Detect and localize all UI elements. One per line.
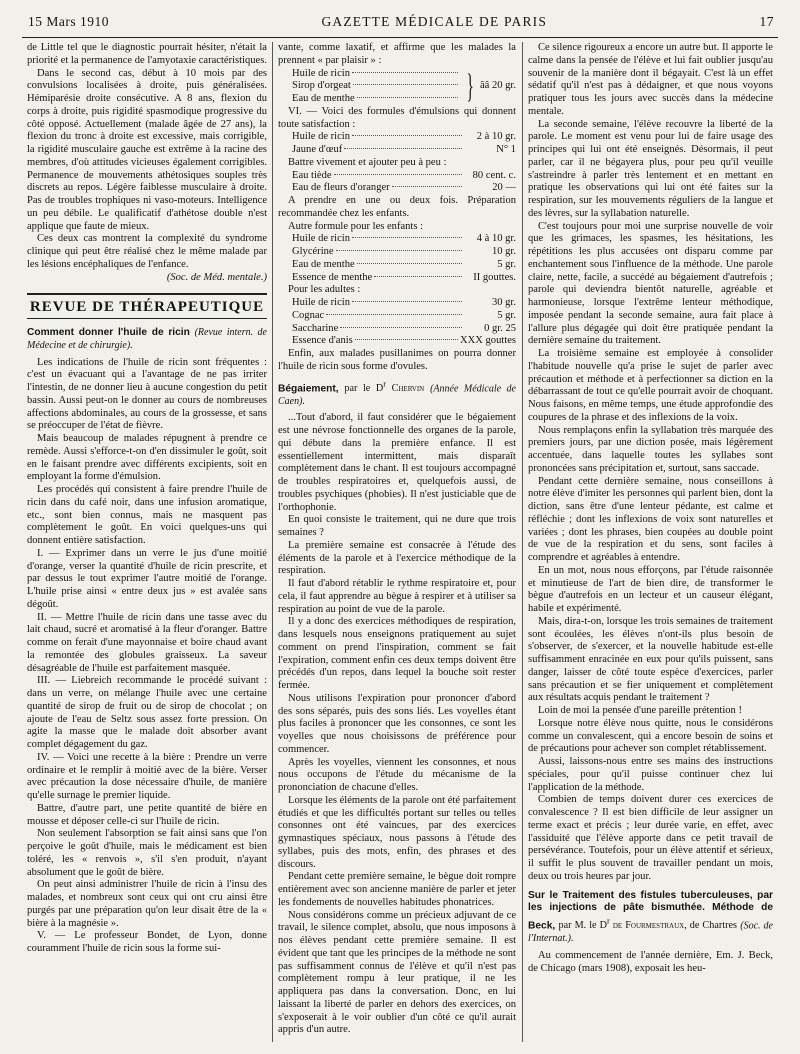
section-rule bbox=[27, 293, 267, 295]
formula-line bbox=[278, 259, 516, 272]
ingredient: Huile de ricin bbox=[292, 131, 350, 143]
citation-source: (Soc. de Méd. mentale.) bbox=[166, 271, 267, 283]
paragraph: Nous remplaçons enfin la syllabation très marquée des premiers jours, par une diction posée, mais légèrement accentuée, dans laquelle toutes les syllabes sont prononcées sans précipitation et, surtout, sans saccade. bbox=[528, 424, 773, 474]
paragraph: On peut ainsi administrer l'huile de ricin à l'insu des malades, et nombreux sont ceux qui ont cru ainsi être purgés par une préparation qu'on leur disait être de la « bière à la magnésie ». bbox=[27, 879, 267, 929]
author-name: de Fourmestraux bbox=[612, 920, 685, 932]
quantity: 5 gr. bbox=[497, 309, 516, 321]
quantity: 2 à 10 gr. bbox=[476, 131, 516, 143]
paragraph: I. — Exprimer dans un verre le jus d'une moitié d'orange, verser la quantité d'huile de ricin prescrite, et par dessus le tout exprimer l'autre moitié de l'orange. L'huile prise ainsi « entre deux jus » est avalée sans dégoût. bbox=[27, 547, 267, 610]
article-title bbox=[278, 378, 516, 409]
quantity: 30 gr. bbox=[491, 297, 516, 308]
paragraph: Non seulement l'absorption se fait ainsi sans que l'on perçoive le goût d'huile, mais le médicament est bien toléré, les « renvois », s'il s'en produit, n'ayant absolument que le goût de bière. bbox=[27, 828, 267, 878]
paragraph: V. — Le professeur Bondet, de Lyon, donne couramment l'huile de ricin sous la forme sui- bbox=[27, 930, 267, 954]
author-place: , de Chartres bbox=[684, 920, 737, 932]
formula-line bbox=[278, 335, 516, 348]
byline-prefix: par le D bbox=[344, 382, 384, 394]
column-divider bbox=[272, 42, 273, 1042]
column-divider bbox=[522, 42, 523, 1042]
paragraph: Ce silence rigoureux a encore un autre but. Il apporte le calme dans la pensée de l'élève et lui fait oublier jusqu'au souvenir de la manière dont il bégayait. C'est là un effet sédatif qu'il n'est pas à dédaigner, et que nous voyons pratiquer tous les jours avec succès dans la médecine mentale. bbox=[528, 42, 773, 117]
paragraph: Au commencement de l'année dernière, Em. J. Beck, de Chicago (mars 1908), exposait les heu- bbox=[528, 949, 773, 974]
formula-line bbox=[278, 297, 516, 310]
paragraph: vante, comme laxatif, et affirme que les malades la prennent « par plaisir » : bbox=[278, 42, 516, 66]
paragraph: A prendre en une ou deux fois. Préparation recommandée chez les enfants. bbox=[278, 195, 516, 219]
formula-line bbox=[278, 233, 516, 246]
ingredient: Sirop d'orgeat bbox=[292, 80, 351, 92]
paragraph: Ces deux cas montrent la complexité du syndrome clinique qui peut être réalisé chez le même malade par les lésions encéphaliques de l'enfance. bbox=[27, 233, 267, 270]
paragraph: II. — Mettre l'huile de ricin dans une tasse avec du lait chaud, sucré et aromatisé à la fleur d'oranger. Battre comme on ferait d'une mayonnaise et boire chaud avant la remontée des globules graisseux. La saveur désagréable de l'huile est parfaitement masquée. bbox=[27, 611, 267, 674]
paragraph: Aussi, laissons-nous entre ses mains des instructions spéciales, pour qu'il puisse continuer chez lui l'application de la méthode. bbox=[528, 756, 773, 793]
ingredient: Essence de menthe bbox=[292, 271, 373, 283]
quantity: 10 gr. bbox=[491, 246, 516, 257]
article-title-text: Bégaiement, bbox=[278, 382, 339, 394]
section-title: REVUE DE THÉRAPEUTIQUE bbox=[29, 299, 265, 316]
paragraph: Pour les adultes : bbox=[288, 284, 361, 296]
paragraph: Nous considérons comme un précieux adjuvant de ce travail, le silence complet, absolu, que nous imposons à nos élèves pendant cette première semaine. Il est évident que tant que les principes de la méthode ne sont pas suffisamment connus de l'élève et qu'il n'est pas complètement rompu à leur pratique, il ne les appliquera pas dans la conversation. Donc, en lui laissant la liberté de parler en dehors des exercices, on s'exposerait à le voir oublier d'un côté ce qu'il aurait appris d'un autre. bbox=[278, 909, 516, 1036]
ingredient: Eau de fleurs d'oranger bbox=[292, 182, 390, 194]
ingredient: Eau de menthe bbox=[292, 93, 355, 104]
ingredient: Jaune d'œuf bbox=[292, 144, 343, 155]
paragraph: Les indications de l'huile de ricin sont fréquentes : c'est un évacuant qui a l'avantage de ne pas irriter l'intestin, de ne donner lieu à aucune congestion du petit bassin. Aussi peut-on le donner au cours de nombreuses affections abdominales, au cours de la grossesse, et sans se préoccuper de l'état de fièvre. bbox=[27, 356, 267, 432]
byline-prefix: par M. le D bbox=[558, 920, 607, 932]
paragraph: Lorsque les éléments de la parole ont été parfaitement étudiés et que les difficultés portant sur telles ou telles consonnes ont été vaincues, par des exercices gymnastiques spéciaux, nous passons à l'étude des syllabes, puis des mots, enfin, des phrases et des discours. bbox=[278, 794, 516, 870]
quantity: 20 — bbox=[492, 182, 516, 194]
paragraph: La première semaine est consacrée à l'étude des éléments de la parole et à l'exercice méthodique de la respiration. bbox=[278, 539, 516, 577]
quantity: ââ 20 gr. bbox=[479, 80, 516, 92]
paragraph: Combien de temps doivent durer ces exercices de convalescence ? Il est bien difficile de leur assigner un terme exact et précis ; leur durée varie, en effet, avec l'assiduité que l'élève apporte dans ce petit travail de persévérance. Toutefois, pour un élève attentif et sérieux, il suffit le plus souvent de travailler pendant un mois, deux ou trois heures par jour. bbox=[528, 794, 773, 882]
column-1 bbox=[27, 42, 267, 1046]
paragraph: Battre vivement et ajouter peu à peu : bbox=[288, 156, 447, 168]
paragraph: En quoi consiste le traitement, qui ne dure que trois semaines ? bbox=[278, 514, 516, 539]
formula-line bbox=[278, 323, 516, 336]
paragraph: Les procédés qui consistent à faire prendre l'huile de ricin dans du café noir, dans une infusion aromatique, etc., sont bien connus, mais ne masquent pas complètement le goût. En voici quelques-uns qui donnent entière satisfaction. bbox=[27, 484, 267, 546]
header-journal-title: GAZETTE MÉDICALE DE PARIS bbox=[321, 14, 548, 29]
header-rule bbox=[22, 37, 778, 38]
paragraph: En un mot, nous nous efforçons, par l'étude raisonnée et minutieuse de l'art de bien dire, de transformer le bègue d'autrefois en un lecteur et un causeur élégant, habile et expérimenté. bbox=[528, 564, 773, 614]
ingredient: Huile de ricin bbox=[292, 297, 350, 308]
ingredient: Glycérine bbox=[292, 246, 334, 257]
paragraph: VI. — Voici des formules d'émulsions qui donnent toute satisfaction : bbox=[278, 105, 516, 130]
article-title-text: Comment donner l'huile de ricin bbox=[27, 327, 190, 338]
article-title bbox=[27, 327, 267, 353]
brace: } bbox=[466, 67, 474, 105]
quantity: 80 cent. c. bbox=[472, 169, 516, 181]
paragraph: La troisième semaine est employée à consolider l'habitude nouvelle qu'a prise le sujet de parler avec précaution et méthode et à perfectionner sa diction en la débarrassant de tout ce qu'elle pourrait avoir de choquant. Nous faisons, en même temps, une étude approfondie des coupures de la phrase et des inflexions de la voix. bbox=[528, 348, 773, 423]
ingredient: Essence d'anis bbox=[292, 335, 353, 347]
section-rule bbox=[27, 318, 267, 319]
article-source: (Revue intern. de Médecine et de chirurgie). bbox=[27, 327, 267, 351]
paragraph: Mais beaucoup de malades répugnent à prendre ce remède. Aussi s'efforce-t-on d'en dissimuler le goût, soit en le faisant prendre avec différents excipients, soit en employant la forme d'émulsion. bbox=[27, 433, 267, 483]
quantity: XXX gouttes bbox=[460, 335, 516, 347]
header-date: 15 Mars 1910 bbox=[28, 14, 109, 29]
byline bbox=[558, 916, 737, 932]
paragraph: Pendant cette première semaine, le bègue doit rompre entièrement avec son ancienne manière de parler et jeter les fondements de nouvelles habitudes phonatrices. bbox=[278, 871, 516, 908]
formula-line bbox=[278, 170, 516, 183]
paragraph: C'est toujours pour moi une surprise nouvelle de voir que les grimaces, les spasmes, les hésitations, les répétitions les plus accusées ont disparu comme par enchantement sous l'influence de la méthode. Une parole claire, nette, facile, a succédé au bégaiement d'autrefois ; parole qui deviendra bientôt naturelle, agréable et harmonieuse, lorsque l'extrême lenteur méthodique, imposée pendant la seconde semaine, aura fait place à l'allure plus dégagée qui doit être pratiquée pendant la dernière semaine du traitement. bbox=[528, 220, 773, 347]
ingredient: Eau de menthe bbox=[292, 258, 355, 270]
formula-line bbox=[278, 310, 516, 323]
paragraph: La seconde semaine, l'élève recouvre la liberté de la parole. Le moment est venu pour lui de faire usage des principes qui lui ont été enseignés. Désormais, il peut parler, car il ne bégayera plus, pour peu qu'il veuille s'astreindre à parler très lentement et en mettant en pratique les observations qui lui ont été faites sur la respiration, sur les mouvements réguliers de la langue et des lèvres, sur la syllabation naturelle. bbox=[528, 118, 773, 219]
header-page-number: 17 bbox=[759, 14, 774, 29]
formula-line bbox=[278, 80, 460, 93]
paragraph: IV. — Voici une recette à la bière : Prendre un verre ordinaire et le remplir à moitié avec de la bière. Verser avec précaution la dose nécessaire d'huile, de manière qu'elle surnage le premier liquide. bbox=[27, 751, 267, 801]
paragraph: Dans le second cas, début à 10 mois par des convulsions localisées à droite, puis généralisées. Hémiparésie droite consécutive. A 8 ans, flexion du corps à droite, puis rigidité spasmodique progressive du côté opposé. Actuellement (malade âgée de 27 ans), la flexion du tronc à droite est excessive, mais corrigible, la rigidité musculaire gauche est extrême à la racine des membres, d'où attitudes vicieuses également corrigibles. Permanence de mouvements athétosiques souples très discrets au repos. Légère faiblesse musculaire à droite. Pas de troubles trophiques ni vaso-moteurs. Intelligence un peu débile. Le qualificatif d'athétose double n'est applique que faute de mieux. bbox=[27, 67, 267, 232]
paragraph: de Little tel que le diagnostic pourrait hésiter, n'était la priorité et la permanence de l'amyotaxie caractéristiques. bbox=[27, 42, 267, 66]
byline-sup: r bbox=[606, 916, 610, 926]
ingredient: Eau tiède bbox=[292, 169, 332, 181]
paragraph: Mais, dira-t-on, lorsque les trois semaines de traitement sont écoulées, les élèves n'ont-ils plus besoin de s'observer, de s'exercer, et la nouvelle habitude est-elle suffisamment enracinée en eux pour qu'ils puissent, sans danger, laisser de côté toute espèce d'exercices, parler sans précaution et se fier uniquement et complètement aux résultats acquis pendant le traitement ? bbox=[528, 615, 773, 704]
quantity: N° 1 bbox=[496, 144, 516, 155]
ingredient: Huile de ricin bbox=[292, 233, 350, 245]
paragraph: Lorsque notre élève nous quitte, nous le considérons comme un convalescent, qui a encore besoin de soins et de précautions pour achever son complet rétablissement. bbox=[528, 717, 773, 755]
formula-line bbox=[278, 93, 460, 106]
paragraph: Il faut d'abord rétablir le rythme respiratoire et, pour cela, il faut apprendre au bègue à respirer et à utiliser sa respiration au point de vue de la parole. bbox=[278, 578, 516, 615]
paragraph: ...Tout d'abord, il faut considérer que le bégaiement est une névrose fonctionnelle des organes de la parole, qui débute dans la première enfance. Il est essentiellement intermittent, mais disparaît complètement dans le chant. Il est toujours accompagné de troubles respiratoires et, quelquefois aussi, de troubles psychiques (phobies). Il n'est justiciable que de l'orthophonie. bbox=[278, 412, 516, 513]
formula-line bbox=[278, 144, 516, 157]
formula-line bbox=[278, 246, 516, 259]
column-2 bbox=[278, 42, 516, 1046]
author-name: Chervin bbox=[391, 382, 425, 394]
formula-line bbox=[278, 272, 516, 285]
quantity: II gouttes. bbox=[473, 271, 516, 283]
quantity: 0 gr. 25 bbox=[484, 322, 516, 334]
paragraph: Nous utilisons l'expiration pour prononcer d'abord des sons séparés, puis des sons liés. Les voyelles étant plus faciles à prononcer que les consonnes, ce sont les voyelles que nous choisissons de préférence pour commencer. bbox=[278, 692, 516, 755]
ingredient: Saccharine bbox=[292, 322, 339, 334]
article-source: (Soc. de l'Internat.). bbox=[528, 920, 773, 945]
quantity: 4 à 10 gr. bbox=[476, 233, 516, 245]
paragraph: Enfin, aux malades pusillanimes on pourra donner l'huile de ricin sous forme d'ovules. bbox=[278, 348, 516, 372]
paragraph: Après les voyelles, viennent les consonnes, et nous nous occupons de l'étude du mécanisme de la prononciation de chacune d'elles. bbox=[278, 756, 516, 794]
paragraph: III. — Liebreich recommande le procédé suivant : dans un verre, on mélange l'huile avec une certaine quantité de sirop de fruit ou de sirop de chocolat ; on ajoute de l'eau de Seltz sous assez forte pression. On agite la masse que le malade doit absorber avant complet dégagement du gaz. bbox=[27, 675, 267, 750]
formula-bonde bbox=[278, 68, 516, 106]
column-3 bbox=[528, 42, 773, 1046]
formula-line bbox=[278, 131, 516, 144]
paragraph: Battre, d'autre part, une petite quantité de bière en mousse et déposer celle-ci sur l'huile de ricin. bbox=[27, 802, 267, 827]
article-title-text: Sur le Traitement des fistules tuberculeuses, par les injections de pâte bismuthée. Méthode de Beck, bbox=[528, 889, 773, 932]
ingredient: Cognac bbox=[292, 309, 325, 321]
article-source: (Année Médicale de Caen). bbox=[278, 382, 516, 407]
paragraph: Pendant cette dernière semaine, nous conseillons à notre élève d'imiter les personnes qui parlent bien, dont la diction, sans être d'une lenteur pédante, est calme et réfléchie ; dont les inflexions de voix sont naturelles et variées ; dont les phrases, bien coupées au double point de vue de la respiration et du sens, sont faciles à comprendre et agréables à entendre. bbox=[528, 475, 773, 563]
byline-sup: r bbox=[383, 378, 387, 389]
formula-line bbox=[278, 182, 516, 195]
byline bbox=[344, 378, 425, 394]
paragraph: Loin de moi la pensée d'une pareille prétention ! bbox=[538, 705, 742, 716]
ingredient: Huile de ricin bbox=[292, 67, 350, 79]
article-title bbox=[528, 890, 773, 946]
formula-line bbox=[278, 68, 460, 81]
paragraph: Il y a donc des exercices méthodiques de respiration, dans lesquels nous enseignons pratiquement au sujet comment on prend l'inspiration, comment se fait l'expiration, comment enfin ces deux temps doivent être précédés d'un repos, dans lequel la bouche soit rester fermée. bbox=[278, 616, 516, 692]
quantity: 5 gr. bbox=[497, 258, 516, 270]
running-header bbox=[28, 14, 774, 36]
paragraph: Autre formule pour les enfants : bbox=[288, 220, 424, 232]
